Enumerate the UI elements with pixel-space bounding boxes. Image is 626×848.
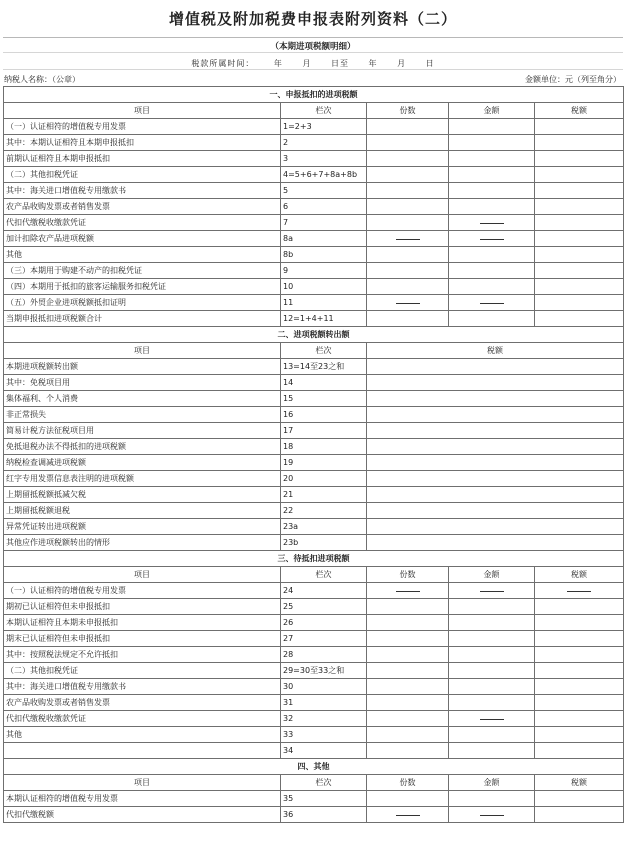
sheet-gridline: [3, 37, 623, 38]
row-label: 本期认证相符且本期未申报抵扣: [4, 615, 281, 631]
period-from-month: 月: [302, 59, 312, 68]
table-row: [4, 279, 624, 295]
amount-cell[interactable]: [449, 727, 535, 743]
tax-cell[interactable]: [367, 535, 624, 551]
table-row: [4, 791, 624, 807]
count-cell[interactable]: [367, 695, 449, 711]
row-line-number: 25: [281, 599, 367, 615]
row-line-number: 20: [281, 471, 367, 487]
row-line-number: 21: [281, 487, 367, 503]
row-label: 农产品收购发票或者销售发票: [4, 695, 281, 711]
tax-cell[interactable]: [367, 423, 624, 439]
tax-cell[interactable]: [535, 247, 624, 263]
row-line-number: 12=1+4+11: [281, 311, 367, 327]
period-from-day: 日至: [331, 59, 349, 68]
row-label: （一）认证相符的增值税专用发票: [4, 583, 281, 599]
row-label: 期初已认证相符但未申报抵扣: [4, 599, 281, 615]
count-cell[interactable]: [367, 167, 449, 183]
header-row: [4, 567, 624, 583]
count-cell[interactable]: [367, 183, 449, 199]
tax-cell[interactable]: [535, 183, 624, 199]
count-cell[interactable]: [367, 743, 449, 759]
header-tax: 税额: [367, 343, 624, 359]
header-item: 项目: [4, 103, 281, 119]
row-line-number: 24: [281, 583, 367, 599]
count-cell[interactable]: [367, 151, 449, 167]
tax-cell[interactable]: [367, 503, 624, 519]
row-line-number: 27: [281, 631, 367, 647]
amount-cell[interactable]: [449, 647, 535, 663]
section-title: 四、其他: [4, 759, 624, 775]
header-tax: 税额: [535, 775, 624, 791]
header-line: 栏次: [281, 775, 367, 791]
count-cell[interactable]: [367, 615, 449, 631]
tax-cell[interactable]: [535, 119, 624, 135]
tax-cell[interactable]: [535, 199, 624, 215]
amount-cell[interactable]: [449, 695, 535, 711]
tax-cell[interactable]: [535, 663, 624, 679]
row-line-number: 10: [281, 279, 367, 295]
count-cell[interactable]: [367, 663, 449, 679]
amount-cell[interactable]: [449, 663, 535, 679]
tax-cell[interactable]: [535, 231, 624, 247]
not-applicable-dash: [367, 295, 449, 311]
tax-period-line: [0, 58, 626, 69]
row-line-number: 36: [281, 807, 367, 823]
table-row: [4, 183, 624, 199]
not-applicable-dash: [535, 583, 624, 599]
tax-cell[interactable]: [535, 615, 624, 631]
row-label: 非正常损失: [4, 407, 281, 423]
tax-cell[interactable]: [535, 311, 624, 327]
section-title-row: [4, 551, 624, 567]
header-line: 栏次: [281, 343, 367, 359]
row-line-number: 5: [281, 183, 367, 199]
count-cell[interactable]: [367, 135, 449, 151]
table-row: [4, 375, 624, 391]
amount-cell[interactable]: [449, 167, 535, 183]
amount-cell[interactable]: [449, 151, 535, 167]
sheet-gridline: [3, 52, 623, 53]
header-item: 项目: [4, 343, 281, 359]
row-label: 集体福利、个人消费: [4, 391, 281, 407]
table-row: [4, 311, 624, 327]
row-label: 其他: [4, 247, 281, 263]
amount-cell[interactable]: [449, 615, 535, 631]
row-line-number: 15: [281, 391, 367, 407]
tax-period-label: 税款所属时间：: [191, 59, 255, 68]
row-label: 代扣代缴税收缴款凭证: [4, 711, 281, 727]
header-row: [4, 103, 624, 119]
tax-cell[interactable]: [535, 743, 624, 759]
row-label: 其中：海关进口增值税专用缴款书: [4, 679, 281, 695]
row-label: 其中：本期认证相符且本期申报抵扣: [4, 135, 281, 151]
header-amount: 金额: [449, 103, 535, 119]
count-cell[interactable]: [367, 711, 449, 727]
row-label: 其中：海关进口增值税专用缴款书: [4, 183, 281, 199]
row-label: 代扣代缴税收缴款凭证: [4, 215, 281, 231]
tax-cell[interactable]: [535, 135, 624, 151]
section-title: 三、待抵扣进项税额: [4, 551, 624, 567]
count-cell[interactable]: [367, 247, 449, 263]
tax-cell[interactable]: [535, 167, 624, 183]
count-cell[interactable]: [367, 647, 449, 663]
amount-cell[interactable]: [449, 311, 535, 327]
row-label: 其中：免税项目用: [4, 375, 281, 391]
row-label: 本期进项税额转出额: [4, 359, 281, 375]
row-label: 异常凭证转出进项税额: [4, 519, 281, 535]
row-label: 农产品收购发票或者销售发票: [4, 199, 281, 215]
amount-cell[interactable]: [449, 631, 535, 647]
count-cell[interactable]: [367, 679, 449, 695]
amount-cell[interactable]: [449, 791, 535, 807]
period-to-month: 月: [397, 59, 407, 68]
amount-cell[interactable]: [449, 263, 535, 279]
row-label: 其他: [4, 727, 281, 743]
table-row: [4, 119, 624, 135]
header-line: 栏次: [281, 567, 367, 583]
table-row: [4, 679, 624, 695]
row-line-number: 35: [281, 791, 367, 807]
not-applicable-dash: [367, 583, 449, 599]
row-line-number: 29=30至33之和: [281, 663, 367, 679]
table-row: [4, 807, 624, 823]
not-applicable-dash: [449, 295, 535, 311]
table-row: [4, 663, 624, 679]
row-label: 其中：按照税法规定不允许抵扣: [4, 647, 281, 663]
amount-cell[interactable]: [449, 247, 535, 263]
row-label: （二）其他扣税凭证: [4, 663, 281, 679]
tax-cell[interactable]: [367, 471, 624, 487]
header-line: 栏次: [281, 103, 367, 119]
tax-cell[interactable]: [367, 455, 624, 471]
row-label: 上期留抵税额抵减欠税: [4, 487, 281, 503]
tax-cell[interactable]: [367, 407, 624, 423]
row-line-number: 17: [281, 423, 367, 439]
section-title-row: [4, 87, 624, 103]
period-to-day: 日: [425, 59, 435, 68]
table-row: [4, 743, 624, 759]
table-row: [4, 295, 624, 311]
not-applicable-dash: [449, 807, 535, 823]
not-applicable-dash: [367, 231, 449, 247]
table-row: [4, 615, 624, 631]
header-item: 项目: [4, 567, 281, 583]
table-row: [4, 199, 624, 215]
period-to-year: 年: [368, 59, 378, 68]
count-cell[interactable]: [367, 599, 449, 615]
table-row: [4, 599, 624, 615]
header-row: [4, 343, 624, 359]
count-cell[interactable]: [367, 263, 449, 279]
row-label: （二）其他扣税凭证: [4, 167, 281, 183]
table-row: [4, 215, 624, 231]
row-label: 代扣代缴税额: [4, 807, 281, 823]
count-cell[interactable]: [367, 215, 449, 231]
header-tax: 税额: [535, 103, 624, 119]
row-line-number: 23a: [281, 519, 367, 535]
row-line-number: 3: [281, 151, 367, 167]
table-row: [4, 247, 624, 263]
header-count: 份数: [367, 103, 449, 119]
tax-cell[interactable]: [367, 487, 624, 503]
tax-cell[interactable]: [535, 151, 624, 167]
row-line-number: 30: [281, 679, 367, 695]
header-count: 份数: [367, 567, 449, 583]
not-applicable-dash: [449, 231, 535, 247]
section-title-row: [4, 327, 624, 343]
row-line-number: 19: [281, 455, 367, 471]
table-row: [4, 423, 624, 439]
form-title: 增值税及附加税费申报表附列资料（二）: [168, 10, 457, 28]
row-line-number: 23b: [281, 535, 367, 551]
row-line-number: 34: [281, 743, 367, 759]
row-line-number: 33: [281, 727, 367, 743]
table-row: [4, 487, 624, 503]
amount-cell[interactable]: [449, 599, 535, 615]
table-row: [4, 503, 624, 519]
row-label: 纳税检查调减进项税额: [4, 455, 281, 471]
row-line-number: 6: [281, 199, 367, 215]
row-line-number: 8b: [281, 247, 367, 263]
count-cell[interactable]: [367, 791, 449, 807]
tax-cell[interactable]: [535, 791, 624, 807]
table-row: [4, 167, 624, 183]
row-line-number: 18: [281, 439, 367, 455]
not-applicable-dash: [449, 215, 535, 231]
row-label: 本期认证相符的增值税专用发票: [4, 791, 281, 807]
amount-cell[interactable]: [449, 135, 535, 151]
table-row: [4, 135, 624, 151]
table-row: [4, 231, 624, 247]
tax-cell[interactable]: [535, 807, 624, 823]
header-item: 项目: [4, 775, 281, 791]
row-line-number: 1=2+3: [281, 119, 367, 135]
tax-cell[interactable]: [535, 215, 624, 231]
count-cell[interactable]: [367, 727, 449, 743]
table-row: [4, 151, 624, 167]
tax-cell[interactable]: [535, 631, 624, 647]
row-line-number: 22: [281, 503, 367, 519]
taxpayer-name-label: 纳税人名称：（公章）: [4, 75, 80, 84]
row-line-number: 2: [281, 135, 367, 151]
header-row: [4, 775, 624, 791]
tax-cell[interactable]: [367, 375, 624, 391]
table-row: [4, 519, 624, 535]
row-line-number: 32: [281, 711, 367, 727]
count-cell[interactable]: [367, 631, 449, 647]
table-row: [4, 407, 624, 423]
amount-unit-label: 金额单位：元（列至角分）: [525, 75, 621, 84]
amount-cell[interactable]: [449, 199, 535, 215]
table-row: [4, 471, 624, 487]
amount-cell[interactable]: [449, 679, 535, 695]
row-line-number: 9: [281, 263, 367, 279]
row-label: 加计扣除农产品进项税额: [4, 231, 281, 247]
not-applicable-dash: [449, 711, 535, 727]
row-label: 上期留抵税额退税: [4, 503, 281, 519]
section-title-row: [4, 759, 624, 775]
row-line-number: 7: [281, 215, 367, 231]
row-line-number: 31: [281, 695, 367, 711]
table-row: [4, 455, 624, 471]
tax-cell[interactable]: [535, 295, 624, 311]
row-label: 红字专用发票信息表注明的进项税额: [4, 471, 281, 487]
table-row: [4, 263, 624, 279]
count-cell[interactable]: [367, 311, 449, 327]
table-row: [4, 695, 624, 711]
tax-cell[interactable]: [535, 727, 624, 743]
row-label: （三）本期用于购建不动产的扣税凭证: [4, 263, 281, 279]
count-cell[interactable]: [367, 279, 449, 295]
period-from-year: 年: [273, 59, 283, 68]
row-label: 其他应作进项税额转出的情形: [4, 535, 281, 551]
row-label: 简易计税方法征税项目用: [4, 423, 281, 439]
table-row: [4, 583, 624, 599]
amount-cell[interactable]: [449, 743, 535, 759]
header-tax: 税额: [535, 567, 624, 583]
row-label: 免抵退税办法不得抵扣的进项税额: [4, 439, 281, 455]
form-subtitle: （本期进项税额明细）: [270, 42, 356, 52]
tax-cell[interactable]: [535, 679, 624, 695]
sheet-gridline: [3, 69, 623, 70]
tax-cell[interactable]: [535, 711, 624, 727]
not-applicable-dash: [367, 807, 449, 823]
row-label: 当期申报抵扣进项税额合计: [4, 311, 281, 327]
row-line-number: 14: [281, 375, 367, 391]
tax-cell[interactable]: [535, 695, 624, 711]
row-label: （五）外贸企业进项税额抵扣证明: [4, 295, 281, 311]
tax-cell[interactable]: [367, 439, 624, 455]
tax-cell[interactable]: [535, 279, 624, 295]
table-row: [4, 631, 624, 647]
tax-cell[interactable]: [367, 391, 624, 407]
amount-cell[interactable]: [449, 279, 535, 295]
count-cell[interactable]: [367, 119, 449, 135]
count-cell[interactable]: [367, 199, 449, 215]
tax-cell[interactable]: [367, 519, 624, 535]
table-row: [4, 359, 624, 375]
amount-cell[interactable]: [449, 119, 535, 135]
row-line-number: 26: [281, 615, 367, 631]
table-row: [4, 391, 624, 407]
tax-cell[interactable]: [535, 599, 624, 615]
row-line-number: 16: [281, 407, 367, 423]
tax-cell[interactable]: [535, 647, 624, 663]
row-line-number: 4=5+6+7+8a+8b: [281, 167, 367, 183]
table-row: [4, 535, 624, 551]
header-count: 份数: [367, 775, 449, 791]
table-row: [4, 439, 624, 455]
section-title: 一、申报抵扣的进项税额: [4, 87, 624, 103]
row-line-number: 8a: [281, 231, 367, 247]
row-label: （四）本期用于抵扣的旅客运输服务扣税凭证: [4, 279, 281, 295]
detail-table: [3, 86, 624, 823]
row-line-number: 11: [281, 295, 367, 311]
row-label: [4, 743, 281, 759]
row-line-number: 13=14至23之和: [281, 359, 367, 375]
table-row: [4, 711, 624, 727]
row-line-number: 28: [281, 647, 367, 663]
section-title: 二、进项税额转出额: [4, 327, 624, 343]
amount-cell[interactable]: [449, 183, 535, 199]
row-label: 期末已认证相符但未申报抵扣: [4, 631, 281, 647]
tax-cell[interactable]: [367, 359, 624, 375]
row-label: （一）认证相符的增值税专用发票: [4, 119, 281, 135]
tax-cell[interactable]: [535, 263, 624, 279]
table-row: [4, 647, 624, 663]
not-applicable-dash: [449, 583, 535, 599]
header-amount: 金额: [449, 775, 535, 791]
table-row: [4, 727, 624, 743]
row-label: 前期认证相符且本期申报抵扣: [4, 151, 281, 167]
header-amount: 金额: [449, 567, 535, 583]
